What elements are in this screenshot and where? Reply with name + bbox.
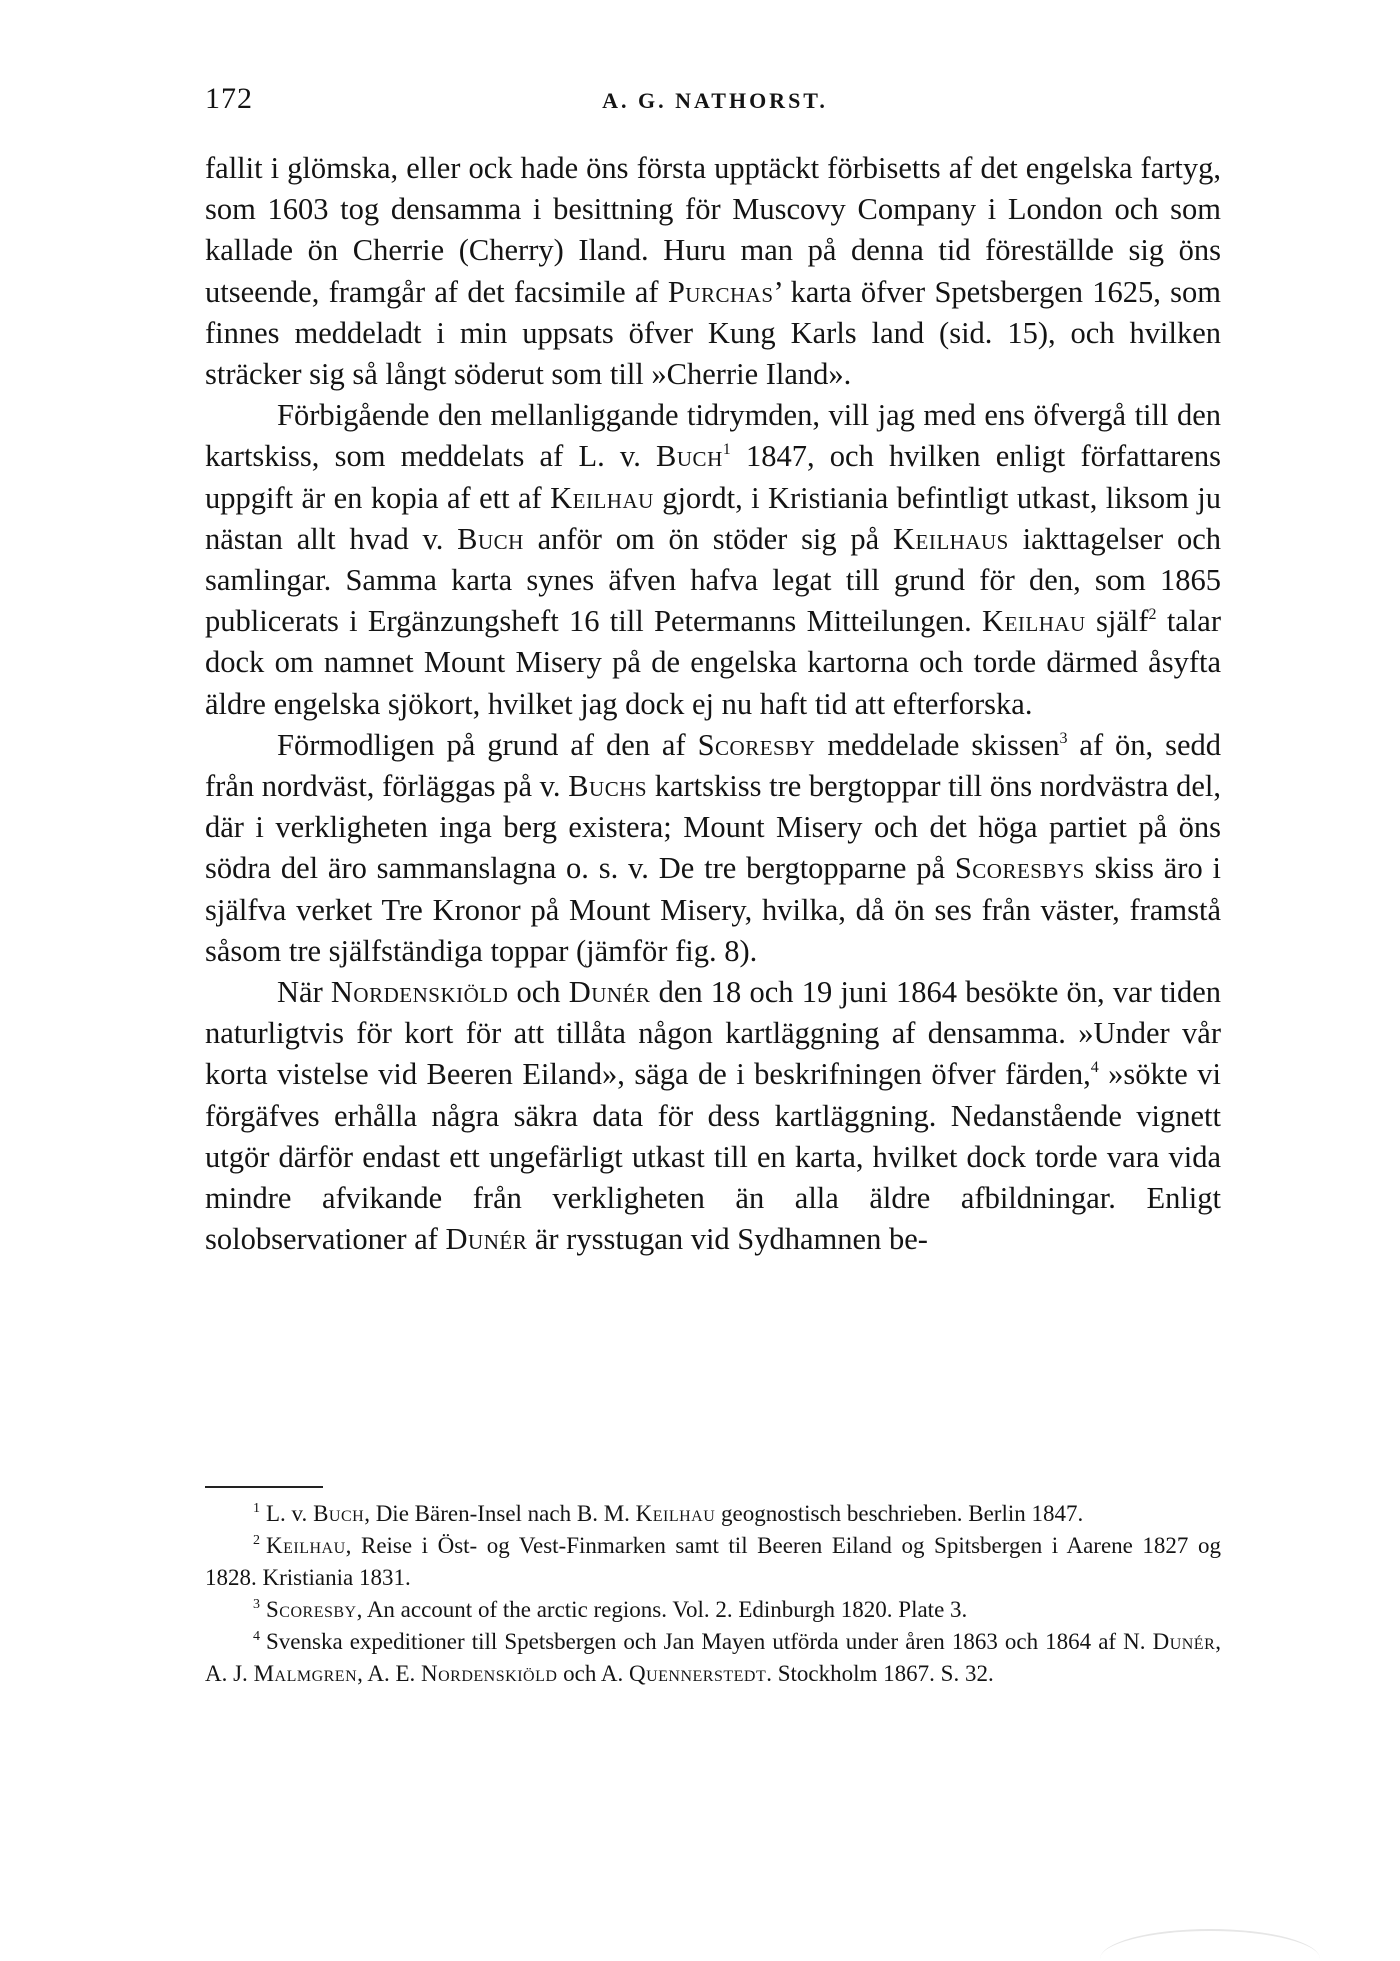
- author-name: Keilhau: [266, 1533, 346, 1558]
- text-run: . Stockholm 1867. S. 32.: [766, 1661, 994, 1686]
- text-run: Svenska expeditioner till Spetsbergen och Jan Mayen utförda under åren 1863 och 1864 af N.: [266, 1629, 1153, 1654]
- text-run: När: [277, 975, 331, 1010]
- text-run: Förbigående den mellanliggande tidrymden, vill jag med ens öfvergå till den kartskiss, som meddelats af L. v.: [205, 398, 1221, 474]
- author-name: Keilhau: [550, 480, 654, 515]
- author-name: Malmgren: [253, 1661, 358, 1686]
- author-name: Dunér: [568, 975, 651, 1010]
- footnote-mark: 1: [253, 1501, 260, 1516]
- author-name: Keilhau: [982, 604, 1086, 639]
- page-header: [205, 82, 1225, 122]
- footnote-4: [205, 1626, 1221, 1690]
- text-run: anför om ön stöder sig på: [523, 521, 893, 556]
- footnote-mark: 2: [253, 1533, 260, 1548]
- footnote-divider: [205, 1486, 323, 1488]
- author-name: Buchs: [568, 769, 648, 804]
- text-run: »sökte vi förgäfves erhålla några säkra data för dess kartläggning. Nedanstående vignett utgör därför endast ett ungefärligt utkast till en karta, hvilket dock torde vara vida mindre afvikande från verkligheten än alla äldre afbildningar. Enligt solobservationer af: [205, 1057, 1221, 1257]
- text-run: meddelade skissen: [815, 727, 1060, 762]
- footnote-reference: 4: [1090, 1059, 1099, 1077]
- text-run: och: [508, 975, 569, 1010]
- author-name: Dunér: [1152, 1629, 1216, 1654]
- author-name: Scoresbys: [954, 851, 1085, 886]
- paragraph-1: [205, 148, 1221, 395]
- footnote-reference: 2: [1148, 606, 1157, 624]
- footnote-3: [205, 1594, 1221, 1626]
- text-run: , Die Bären-Insel nach B. M.: [364, 1501, 636, 1526]
- text-run: fallit i glömska, eller ock hade öns första upptäckt förbisetts af det engelska fartyg, som 1603 tog densamma i besittning för Muscovy Company i London och som kallade ön Cherrie (Cherry) Iland. Huru man på denna tid föreställde sig öns utseende, framgår af det facsimile af: [205, 151, 1221, 309]
- text-run: 1847, och hvilken enligt författarens uppgift är en kopia af ett af: [205, 439, 1221, 515]
- text-run: ’ karta öfver Spetsbergen 1625, som finnes meddeladt i min uppsats öfver Kung Karls land (sid. 15), och hvilken sträcker sig så långt söderut som till »Cherrie Iland».: [205, 274, 1221, 392]
- text-run: talar dock om namnet Mount Misery på de engelska kartorna och torde därmed åsyfta äldre engelska sjökort, hvilket jag dock ej nu haft tid att efterforska.: [205, 604, 1222, 721]
- author-name: Scoresby: [697, 727, 816, 762]
- text-run: , An account of the arctic regions. Vol. 2. Edinburgh 1820. Plate 3.: [356, 1597, 968, 1622]
- paragraph-2: [205, 395, 1221, 725]
- footnote-reference: 3: [1059, 729, 1068, 747]
- footnote-1: [205, 1498, 1221, 1530]
- page-number: 172: [205, 82, 253, 115]
- text-run: , A. J.: [205, 1629, 1221, 1686]
- author-name: Scoresby: [266, 1597, 357, 1622]
- paragraph-3: [205, 725, 1221, 972]
- author-name: Buch: [656, 439, 723, 474]
- author-name: Keilhau: [635, 1501, 716, 1526]
- paragraph-4: [205, 972, 1221, 1260]
- page-smudge: [1100, 1929, 1320, 1961]
- text-run: själf: [1085, 604, 1149, 639]
- footnote-2: [205, 1530, 1221, 1594]
- body-text: [205, 148, 1221, 1260]
- author-name: Dunér: [445, 1222, 528, 1257]
- text-run: den 18 och 19 juni 1864 besökte ön, var tiden naturligtvis för kort för att tillåta någon kartläggning af densamma. »Under vår korta vistelse vid Beeren Eiland», säga de i beskrifningen öfver färden,: [205, 975, 1221, 1092]
- footnotes: [205, 1498, 1221, 1690]
- text-run: skiss äro i själfva verket Tre Kronor på Mount Misery, hvilka, då ön ses från väster, framstå såsom tre själfständiga toppar (jämför fig. 8).: [205, 851, 1221, 968]
- text-run: är rysstugan vid Sydhamnen be-: [527, 1222, 928, 1257]
- author-name: Nordenskiöld: [330, 975, 509, 1010]
- author-name: Buch: [313, 1501, 365, 1526]
- text-run: af ön, sedd från nordväst, förläggas på v.: [205, 727, 1222, 804]
- running-head: A. G. NATHORST.: [602, 88, 828, 113]
- text-run: L. v.: [266, 1501, 314, 1526]
- author-name: Nordenskiöld: [421, 1661, 558, 1686]
- footnote-mark: 3: [253, 1597, 260, 1612]
- footnote-reference: 1: [722, 441, 731, 459]
- text-run: , Reise i Öst- og Vest-Finmarken samt til Beeren Eiland og Spitsbergen i Aarene 1827 og 1828. Kristiania 1831.: [205, 1533, 1221, 1590]
- text-run: gjordt, i Kristiania befintligt utkast, liksom ju nästan allt hvad v.: [205, 480, 1221, 556]
- text-run: kartskiss tre bergtoppar till öns nordvästra del, där i verkligheten inga berg existera; Mount Misery och det höga partiet på öns södra del äro sammanslagna o. s. v. De tre bergtopparne på: [205, 769, 1221, 886]
- author-name: Purchas: [667, 274, 774, 309]
- text-run: och A.: [557, 1661, 629, 1686]
- text-run: geognostisch beschrieben. Berlin 1847.: [715, 1501, 1084, 1526]
- text-run: Förmodligen på grund af den af: [277, 727, 698, 762]
- text-run: iakttagelser och samlingar. Samma karta synes äfven hafva legat till grund för den, som 1865 publicerats i Ergänzungsheft 16 till Petermanns Mitteilungen.: [205, 521, 1222, 639]
- footnote-mark: 4: [253, 1629, 260, 1644]
- author-name: Buch: [457, 521, 524, 556]
- author-name: Quennerstedt: [628, 1661, 767, 1686]
- text-run: , A. E.: [357, 1661, 422, 1686]
- author-name: Keilhaus: [893, 521, 1009, 556]
